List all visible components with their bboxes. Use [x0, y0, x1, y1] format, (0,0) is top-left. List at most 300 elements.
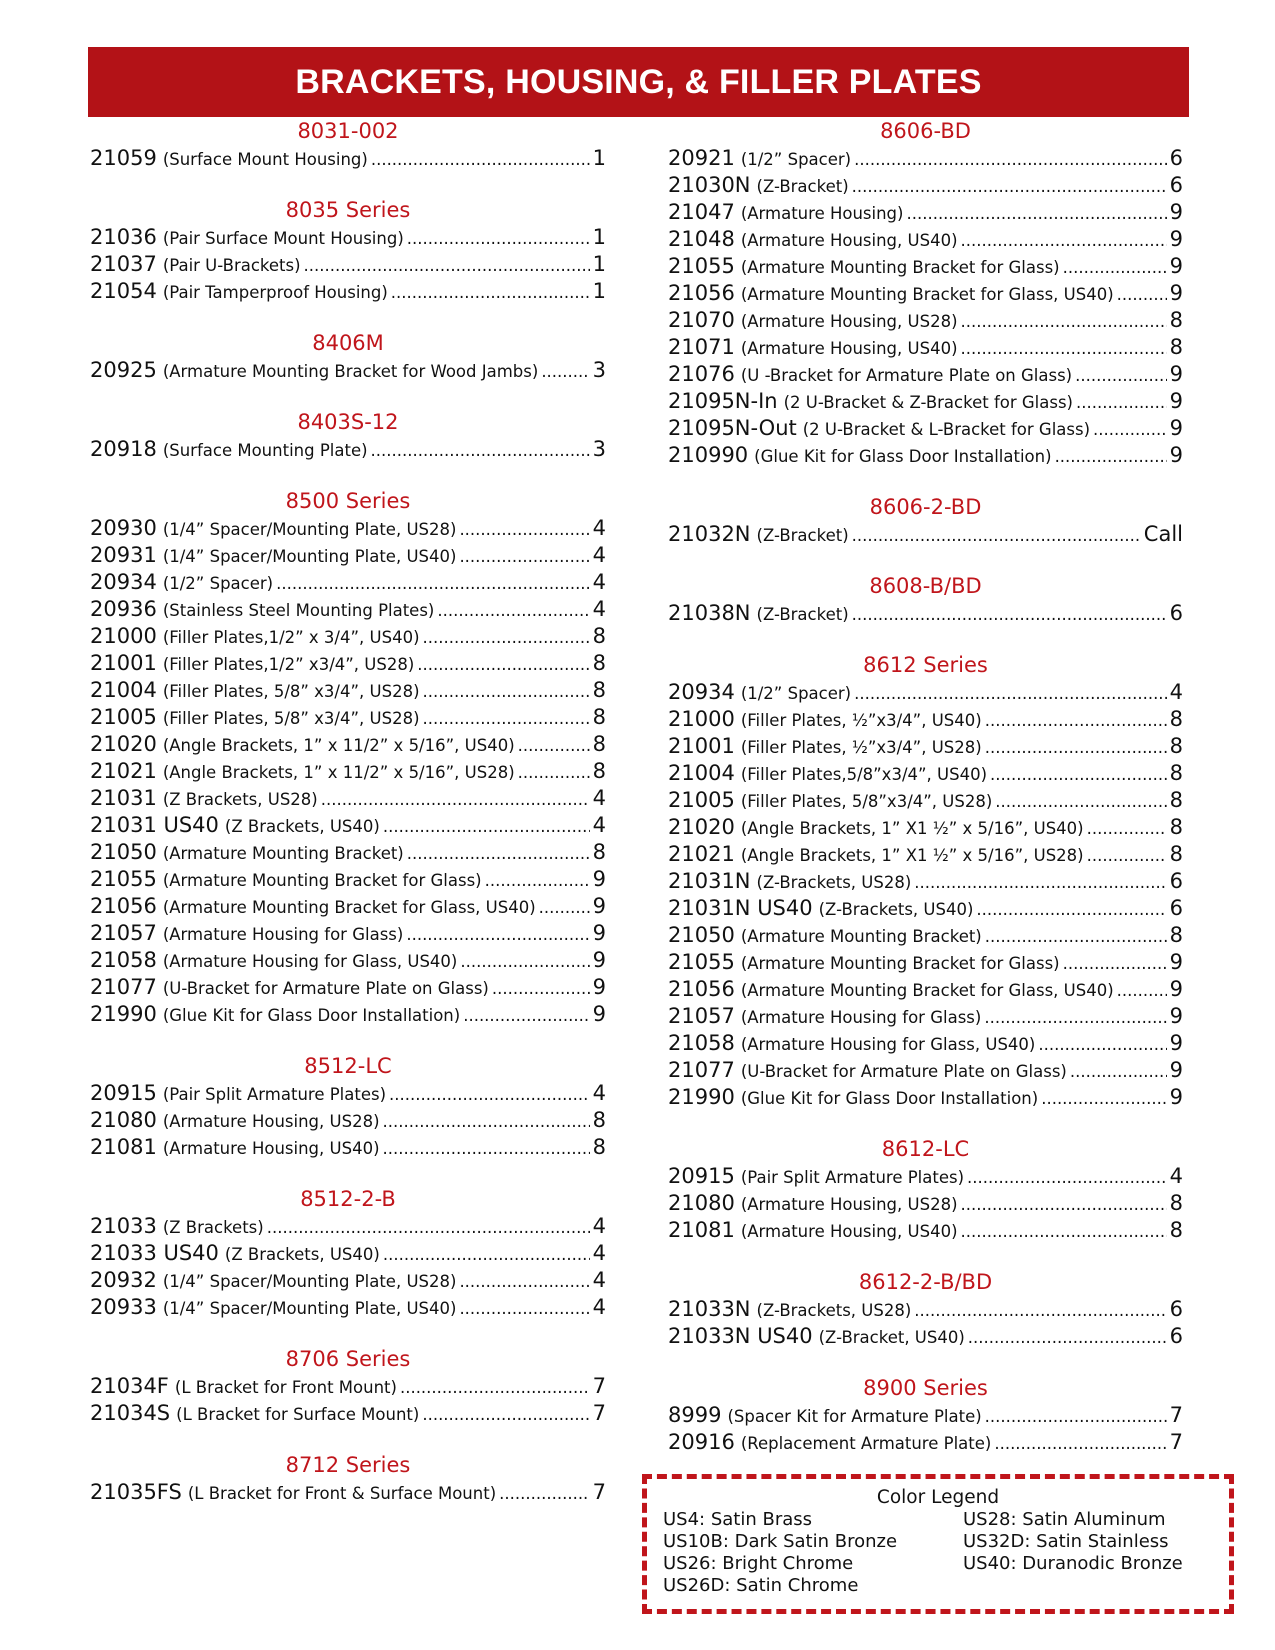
list-item: [90, 1213, 606, 1240]
page-number: 9: [1169, 1031, 1183, 1055]
page-number: 9: [1169, 227, 1183, 251]
page-number: 9: [592, 975, 606, 999]
part-number: 21031 US40: [90, 813, 219, 837]
section-title: 8512-LC: [304, 1054, 392, 1078]
dot-leader: [422, 1401, 589, 1428]
part-number: 21033 US40: [90, 1241, 219, 1265]
list-item: [668, 600, 1183, 627]
page-number: 7: [592, 1374, 606, 1398]
page-number: 7: [1169, 1430, 1183, 1454]
part-description: (L Bracket for Front & Surface Mount): [187, 1484, 497, 1503]
dot-leader: [985, 1403, 1167, 1430]
page-number: 9: [1169, 200, 1183, 224]
list-item: [668, 949, 1183, 976]
section-title: 8606-BD: [880, 119, 971, 143]
list-item: [90, 145, 606, 172]
section-title: 8608-B/BD: [869, 574, 982, 598]
list-item: [668, 679, 1183, 706]
part-description: (Pair Surface Mount Housing): [162, 229, 404, 248]
section-title: 8706 Series: [285, 1347, 411, 1371]
part-number: 21031N US40: [668, 896, 813, 920]
page-number: 6: [1169, 146, 1183, 170]
page-number: 9: [1169, 1004, 1183, 1028]
part-description: (Armature Housing, US40): [740, 339, 958, 358]
list-item: [90, 515, 606, 542]
page-number: 4: [592, 543, 606, 567]
part-description: (Pair Tamperproof Housing): [162, 283, 388, 302]
dot-leader: [914, 1297, 1166, 1324]
part-number: 20916: [668, 1430, 735, 1454]
page-number: 8: [592, 624, 606, 648]
list-item: [668, 706, 1183, 733]
list-item: [668, 976, 1183, 1003]
page-number: 4: [592, 570, 606, 594]
part-description: (Armature Housing, US28): [740, 312, 958, 331]
part-number: 20915: [90, 1081, 157, 1105]
section-title: 8712 Series: [285, 1453, 411, 1477]
part-description: (Armature Mounting Bracket for Glass): [740, 258, 1060, 277]
part-number: 20933: [90, 1295, 157, 1319]
part-number: 21055: [90, 867, 157, 891]
part-description: (Armature Housing, US40): [740, 1222, 958, 1241]
part-number: 21033N US40: [668, 1324, 813, 1348]
dot-leader: [541, 358, 589, 385]
page-number: 8: [592, 678, 606, 702]
part-description: (L Bracket for Front Mount): [174, 1378, 397, 1397]
part-number: 21050: [668, 923, 735, 947]
list-item: [668, 199, 1183, 226]
part-description: (Filler Plates,5/8”x3/4”, US40): [740, 765, 988, 784]
page-number: 6: [1169, 896, 1183, 920]
list-item: [90, 920, 606, 947]
page-number: 8: [1169, 761, 1183, 785]
section: [668, 1269, 1183, 1350]
list-item: [90, 1294, 606, 1321]
part-number: 8999: [668, 1403, 722, 1427]
color-legend-title: Color Legend: [876, 1487, 1000, 1508]
list-item: [668, 1030, 1183, 1057]
list-item: [668, 1323, 1183, 1350]
list-item: [90, 812, 606, 839]
dot-leader: [1093, 416, 1167, 443]
page-number: 8: [592, 651, 606, 675]
dot-leader: [267, 1214, 590, 1241]
part-number: 21031: [90, 786, 157, 810]
page-number: 8: [1169, 734, 1183, 758]
dot-leader: [304, 252, 590, 279]
list-item: [90, 974, 606, 1001]
part-description: (Surface Mounting Plate): [162, 441, 368, 460]
part-description: (1/2” Spacer): [740, 684, 852, 703]
dot-leader: [961, 227, 1167, 254]
part-description: (Filler Plates, ½”x3/4”, US40): [740, 711, 982, 730]
legend-item: US10B: Dark Satin Bronze: [663, 1531, 898, 1552]
page-number: 4: [592, 1268, 606, 1292]
dot-leader: [1055, 443, 1167, 470]
part-description: (Filler Plates,1/2” x 3/4”, US40): [162, 628, 420, 647]
list-item: [90, 1001, 606, 1028]
part-number: 20918: [90, 437, 157, 461]
section: [90, 1186, 606, 1321]
part-number: 21000: [90, 624, 157, 648]
page-number: 4: [592, 516, 606, 540]
dot-leader: [1038, 1031, 1166, 1058]
part-description: (Armature Mounting Bracket for Glass): [162, 871, 482, 890]
part-number: 21033N: [668, 1297, 751, 1321]
section-title: 8612-LC: [881, 1137, 970, 1161]
dot-leader: [1041, 1085, 1166, 1112]
dot-leader: [976, 896, 1166, 923]
page-number: 6: [1169, 173, 1183, 197]
section: [668, 494, 1183, 548]
page-number: 7: [1169, 1403, 1183, 1427]
part-number: 21030N: [668, 173, 751, 197]
list-item: [668, 1402, 1183, 1429]
dot-leader: [459, 516, 589, 543]
dot-leader: [852, 601, 1167, 628]
part-description: (Armature Mounting Bracket): [162, 844, 404, 863]
dot-leader: [460, 948, 589, 975]
page-number: Call: [1143, 522, 1183, 546]
list-item: [668, 521, 1183, 548]
section-title: 8606-2-BD: [869, 495, 982, 519]
dot-leader: [990, 761, 1167, 788]
dot-leader: [459, 1295, 589, 1322]
part-number: 21055: [668, 950, 735, 974]
part-description: (Armature Housing, US40): [740, 231, 958, 250]
list-item: [90, 1134, 606, 1161]
list-item: [668, 388, 1183, 415]
part-description: (Armature Housing, US28): [162, 1112, 380, 1131]
section: [90, 1346, 606, 1427]
dot-leader: [1087, 842, 1167, 869]
page-number: 4: [592, 1241, 606, 1265]
dot-leader: [383, 813, 590, 840]
part-description: (Glue Kit for Glass Door Installation): [754, 447, 1052, 466]
legend-item: US28: Satin Aluminum: [963, 1509, 1166, 1530]
part-number: 21020: [90, 732, 157, 756]
part-number: 21059: [90, 146, 157, 170]
part-number: 20930: [90, 516, 157, 540]
dot-leader: [485, 867, 590, 894]
legend-item: US26: Bright Chrome: [663, 1553, 854, 1574]
list-item: [90, 758, 606, 785]
dot-leader: [437, 597, 589, 624]
list-item: [668, 1190, 1183, 1217]
dot-leader: [400, 1374, 590, 1401]
part-number: 21080: [668, 1191, 735, 1215]
page-number: 4: [592, 1081, 606, 1105]
left-column: [90, 118, 606, 1531]
part-description: (Angle Brackets, 1” X1 ½” x 5/16”, US28): [740, 846, 1084, 865]
part-description: (1/4” Spacer/Mounting Plate, US40): [162, 547, 457, 566]
part-number: 21021: [668, 842, 735, 866]
part-description: (Filler Plates, 5/8”x3/4”, US28): [740, 792, 993, 811]
part-number: 21050: [90, 840, 157, 864]
dot-leader: [961, 335, 1167, 362]
list-item: [668, 145, 1183, 172]
part-number: 21036: [90, 225, 157, 249]
part-description: (Pair U-Brackets): [162, 256, 301, 275]
page-number: 8: [592, 1135, 606, 1159]
part-number: 21033: [90, 1214, 157, 1238]
dot-leader: [854, 680, 1167, 707]
section: [668, 118, 1183, 469]
dot-leader: [459, 543, 589, 570]
page-title-banner: [88, 47, 1189, 117]
dot-leader: [1117, 977, 1167, 1004]
list-item: [90, 839, 606, 866]
part-description: (Pair Split Armature Plates): [740, 1168, 965, 1187]
page-number: 8: [592, 732, 606, 756]
part-description: (U-Bracket for Armature Plate on Glass): [740, 1062, 1067, 1081]
part-number: 21095N-In: [668, 389, 778, 413]
list-item: [668, 895, 1183, 922]
list-item: [90, 224, 606, 251]
dot-leader: [499, 1480, 589, 1507]
list-item: [668, 787, 1183, 814]
dot-leader: [518, 759, 590, 786]
dot-leader: [423, 624, 590, 651]
part-description: (Armature Mounting Bracket for Wood Jambs): [162, 362, 539, 381]
part-description: (Z-Brackets, US40): [818, 900, 974, 919]
part-number: 21048: [668, 227, 735, 251]
part-description: (Spacer Kit for Armature Plate): [727, 1407, 982, 1426]
page-number: 4: [592, 1214, 606, 1238]
section: [90, 118, 606, 172]
list-item: [668, 415, 1183, 442]
page-number: 4: [1169, 680, 1183, 704]
page-number: 8: [592, 705, 606, 729]
part-number: 21031N: [668, 869, 751, 893]
page-number: 9: [1169, 362, 1183, 386]
part-number: 21077: [668, 1058, 735, 1082]
part-number: 20925: [90, 358, 157, 382]
section: [90, 197, 606, 305]
part-number: 21990: [90, 1002, 157, 1026]
part-description: (Glue Kit for Glass Door Installation): [162, 1006, 461, 1025]
dot-leader: [985, 707, 1167, 734]
dot-leader: [391, 279, 590, 306]
part-description: (Replacement Armature Plate): [740, 1434, 992, 1453]
dot-leader: [961, 1218, 1167, 1245]
part-number: 21000: [668, 707, 735, 731]
section: [90, 1452, 606, 1506]
part-description: (Armature Mounting Bracket for Glass, US40): [162, 898, 536, 917]
part-number: 21054: [90, 279, 157, 303]
page-number: 8: [592, 1108, 606, 1132]
dot-leader: [407, 225, 590, 252]
part-description: (Angle Brackets, 1” X1 ½” x 5/16”, US40): [740, 819, 1084, 838]
list-item: [668, 1003, 1183, 1030]
part-number: 21056: [668, 977, 735, 1001]
dot-leader: [852, 522, 1141, 549]
dot-leader: [417, 651, 589, 678]
list-item: [90, 947, 606, 974]
page-number: 9: [1169, 416, 1183, 440]
part-description: (Stainless Steel Mounting Plates): [162, 601, 435, 620]
dot-leader: [423, 678, 590, 705]
part-description: (Surface Mount Housing): [162, 150, 368, 169]
list-item: [668, 361, 1183, 388]
part-number: 20915: [668, 1164, 735, 1188]
list-item: [90, 731, 606, 758]
list-item: [668, 280, 1183, 307]
part-number: 21005: [668, 788, 735, 812]
section: [90, 409, 606, 463]
page-number: 8: [1169, 1218, 1183, 1242]
section: [90, 1053, 606, 1161]
part-description: (U-Bracket for Armature Plate on Glass): [162, 979, 489, 998]
page-number: 9: [1169, 977, 1183, 1001]
page-number: 9: [1169, 281, 1183, 305]
part-number: 21081: [90, 1135, 157, 1159]
part-number: 210990: [668, 443, 749, 467]
list-item: [668, 733, 1183, 760]
dot-leader: [423, 705, 590, 732]
list-item: [668, 841, 1183, 868]
part-description: (U -Bracket for Armature Plate on Glass): [740, 366, 1073, 385]
part-number: 21057: [668, 1004, 735, 1028]
page-number: 1: [592, 279, 606, 303]
part-description: (Armature Mounting Bracket): [740, 927, 982, 946]
legend-item: US40: Duranodic Bronze: [963, 1553, 1183, 1574]
dot-leader: [985, 734, 1167, 761]
part-description: (Filler Plates,1/2” x3/4”, US28): [162, 655, 415, 674]
section-title: 8406M: [312, 331, 384, 355]
list-item: [90, 1267, 606, 1294]
list-item: [668, 1217, 1183, 1244]
dot-leader: [1063, 254, 1167, 281]
section-title: 8035 Series: [285, 198, 411, 222]
right-column: [668, 118, 1183, 1481]
part-description: (Armature Housing for Glass, US40): [740, 1035, 1036, 1054]
page-number: 8: [1169, 308, 1183, 332]
dot-leader: [463, 1002, 589, 1029]
list-item: [90, 1107, 606, 1134]
list-item: [90, 704, 606, 731]
part-description: (Z-Bracket, US40): [818, 1328, 965, 1347]
part-number: 21021: [90, 759, 157, 783]
part-number: 21990: [668, 1085, 735, 1109]
part-number: 20932: [90, 1268, 157, 1292]
list-item: [668, 442, 1183, 469]
list-item: [668, 226, 1183, 253]
page-number: 1: [592, 146, 606, 170]
page-number: 1: [592, 252, 606, 276]
page-number: 8: [1169, 842, 1183, 866]
page-number: 6: [1169, 869, 1183, 893]
dot-leader: [1063, 950, 1167, 977]
dot-leader: [383, 1135, 590, 1162]
list-item: [90, 785, 606, 812]
part-number: 21095N-Out: [668, 416, 797, 440]
part-number: 21080: [90, 1108, 157, 1132]
list-item: [668, 334, 1183, 361]
list-item: [90, 1240, 606, 1267]
page-number: 9: [592, 894, 606, 918]
page-number: 4: [592, 786, 606, 810]
list-item: [90, 866, 606, 893]
section-title: 8031-002: [297, 119, 399, 143]
list-item: [90, 1080, 606, 1107]
list-item: [90, 1400, 606, 1427]
part-number: 21004: [90, 678, 157, 702]
part-description: (Filler Plates, 5/8” x3/4”, US28): [162, 709, 420, 728]
part-description: (Armature Housing for Glass, US40): [162, 952, 458, 971]
part-description: (Z Brackets, US28): [162, 790, 318, 809]
dot-leader: [968, 1324, 1167, 1351]
part-description: (Z-Bracket): [756, 605, 849, 624]
part-description: (2 U-Bracket & L-Bracket for Glass): [802, 420, 1091, 439]
dot-leader: [854, 146, 1167, 173]
part-number: 20931: [90, 543, 157, 567]
page-number: 6: [1169, 1324, 1183, 1348]
section: [90, 330, 606, 384]
page-number: 8: [592, 759, 606, 783]
dot-leader: [518, 732, 590, 759]
part-description: (Armature Housing, US28): [740, 1195, 958, 1214]
list-item: [90, 569, 606, 596]
dot-leader: [995, 788, 1166, 815]
page-number: 9: [592, 921, 606, 945]
list-item: [90, 278, 606, 305]
part-description: (Filler Plates, 5/8” x3/4”, US28): [162, 682, 420, 701]
page-number: 9: [1169, 389, 1183, 413]
part-number: 21035FS: [90, 1480, 182, 1504]
part-description: (Glue Kit for Glass Door Installation): [740, 1089, 1039, 1108]
page-title: BRACKETS, HOUSING, & FILLER PLATES: [295, 63, 982, 101]
list-item: [668, 1057, 1183, 1084]
list-item: [668, 307, 1183, 334]
part-number: 21034F: [90, 1374, 169, 1398]
page-number: 9: [592, 1002, 606, 1026]
page-number: 8: [1169, 335, 1183, 359]
part-description: (1/4” Spacer/Mounting Plate, US40): [162, 1299, 457, 1318]
page-number: 9: [592, 867, 606, 891]
dot-leader: [407, 840, 590, 867]
part-number: 21001: [90, 651, 157, 675]
section: [668, 652, 1183, 1111]
dot-leader: [1076, 389, 1167, 416]
part-description: (Z-Bracket): [756, 177, 849, 196]
page-number: 9: [1169, 1085, 1183, 1109]
list-item: [668, 760, 1183, 787]
part-number: 21077: [90, 975, 157, 999]
part-description: (1/2” Spacer): [740, 150, 852, 169]
part-description: (Filler Plates, ½”x3/4”, US28): [740, 738, 982, 757]
page-number: 4: [1169, 1164, 1183, 1188]
dot-leader: [984, 1004, 1166, 1031]
list-item: [90, 677, 606, 704]
part-number: 21020: [668, 815, 735, 839]
dot-leader: [371, 437, 590, 464]
part-number: 20921: [668, 146, 735, 170]
list-item: [668, 1296, 1183, 1323]
page-number: 3: [592, 437, 606, 461]
part-description: (Pair Split Armature Plates): [162, 1085, 387, 1104]
page-number: 9: [592, 948, 606, 972]
page-number: 8: [592, 840, 606, 864]
part-description: (2 U-Bracket & Z-Bracket for Glass): [783, 393, 1073, 412]
list-item: [668, 922, 1183, 949]
part-description: (Z-Bracket): [756, 526, 849, 545]
part-description: (Z-Brackets, US28): [756, 1301, 912, 1320]
dot-leader: [492, 975, 590, 1002]
part-description: (Armature Mounting Bracket for Glass, US40): [740, 981, 1114, 1000]
part-description: (L Bracket for Surface Mount): [176, 1405, 420, 1424]
list-item: [90, 1479, 606, 1506]
